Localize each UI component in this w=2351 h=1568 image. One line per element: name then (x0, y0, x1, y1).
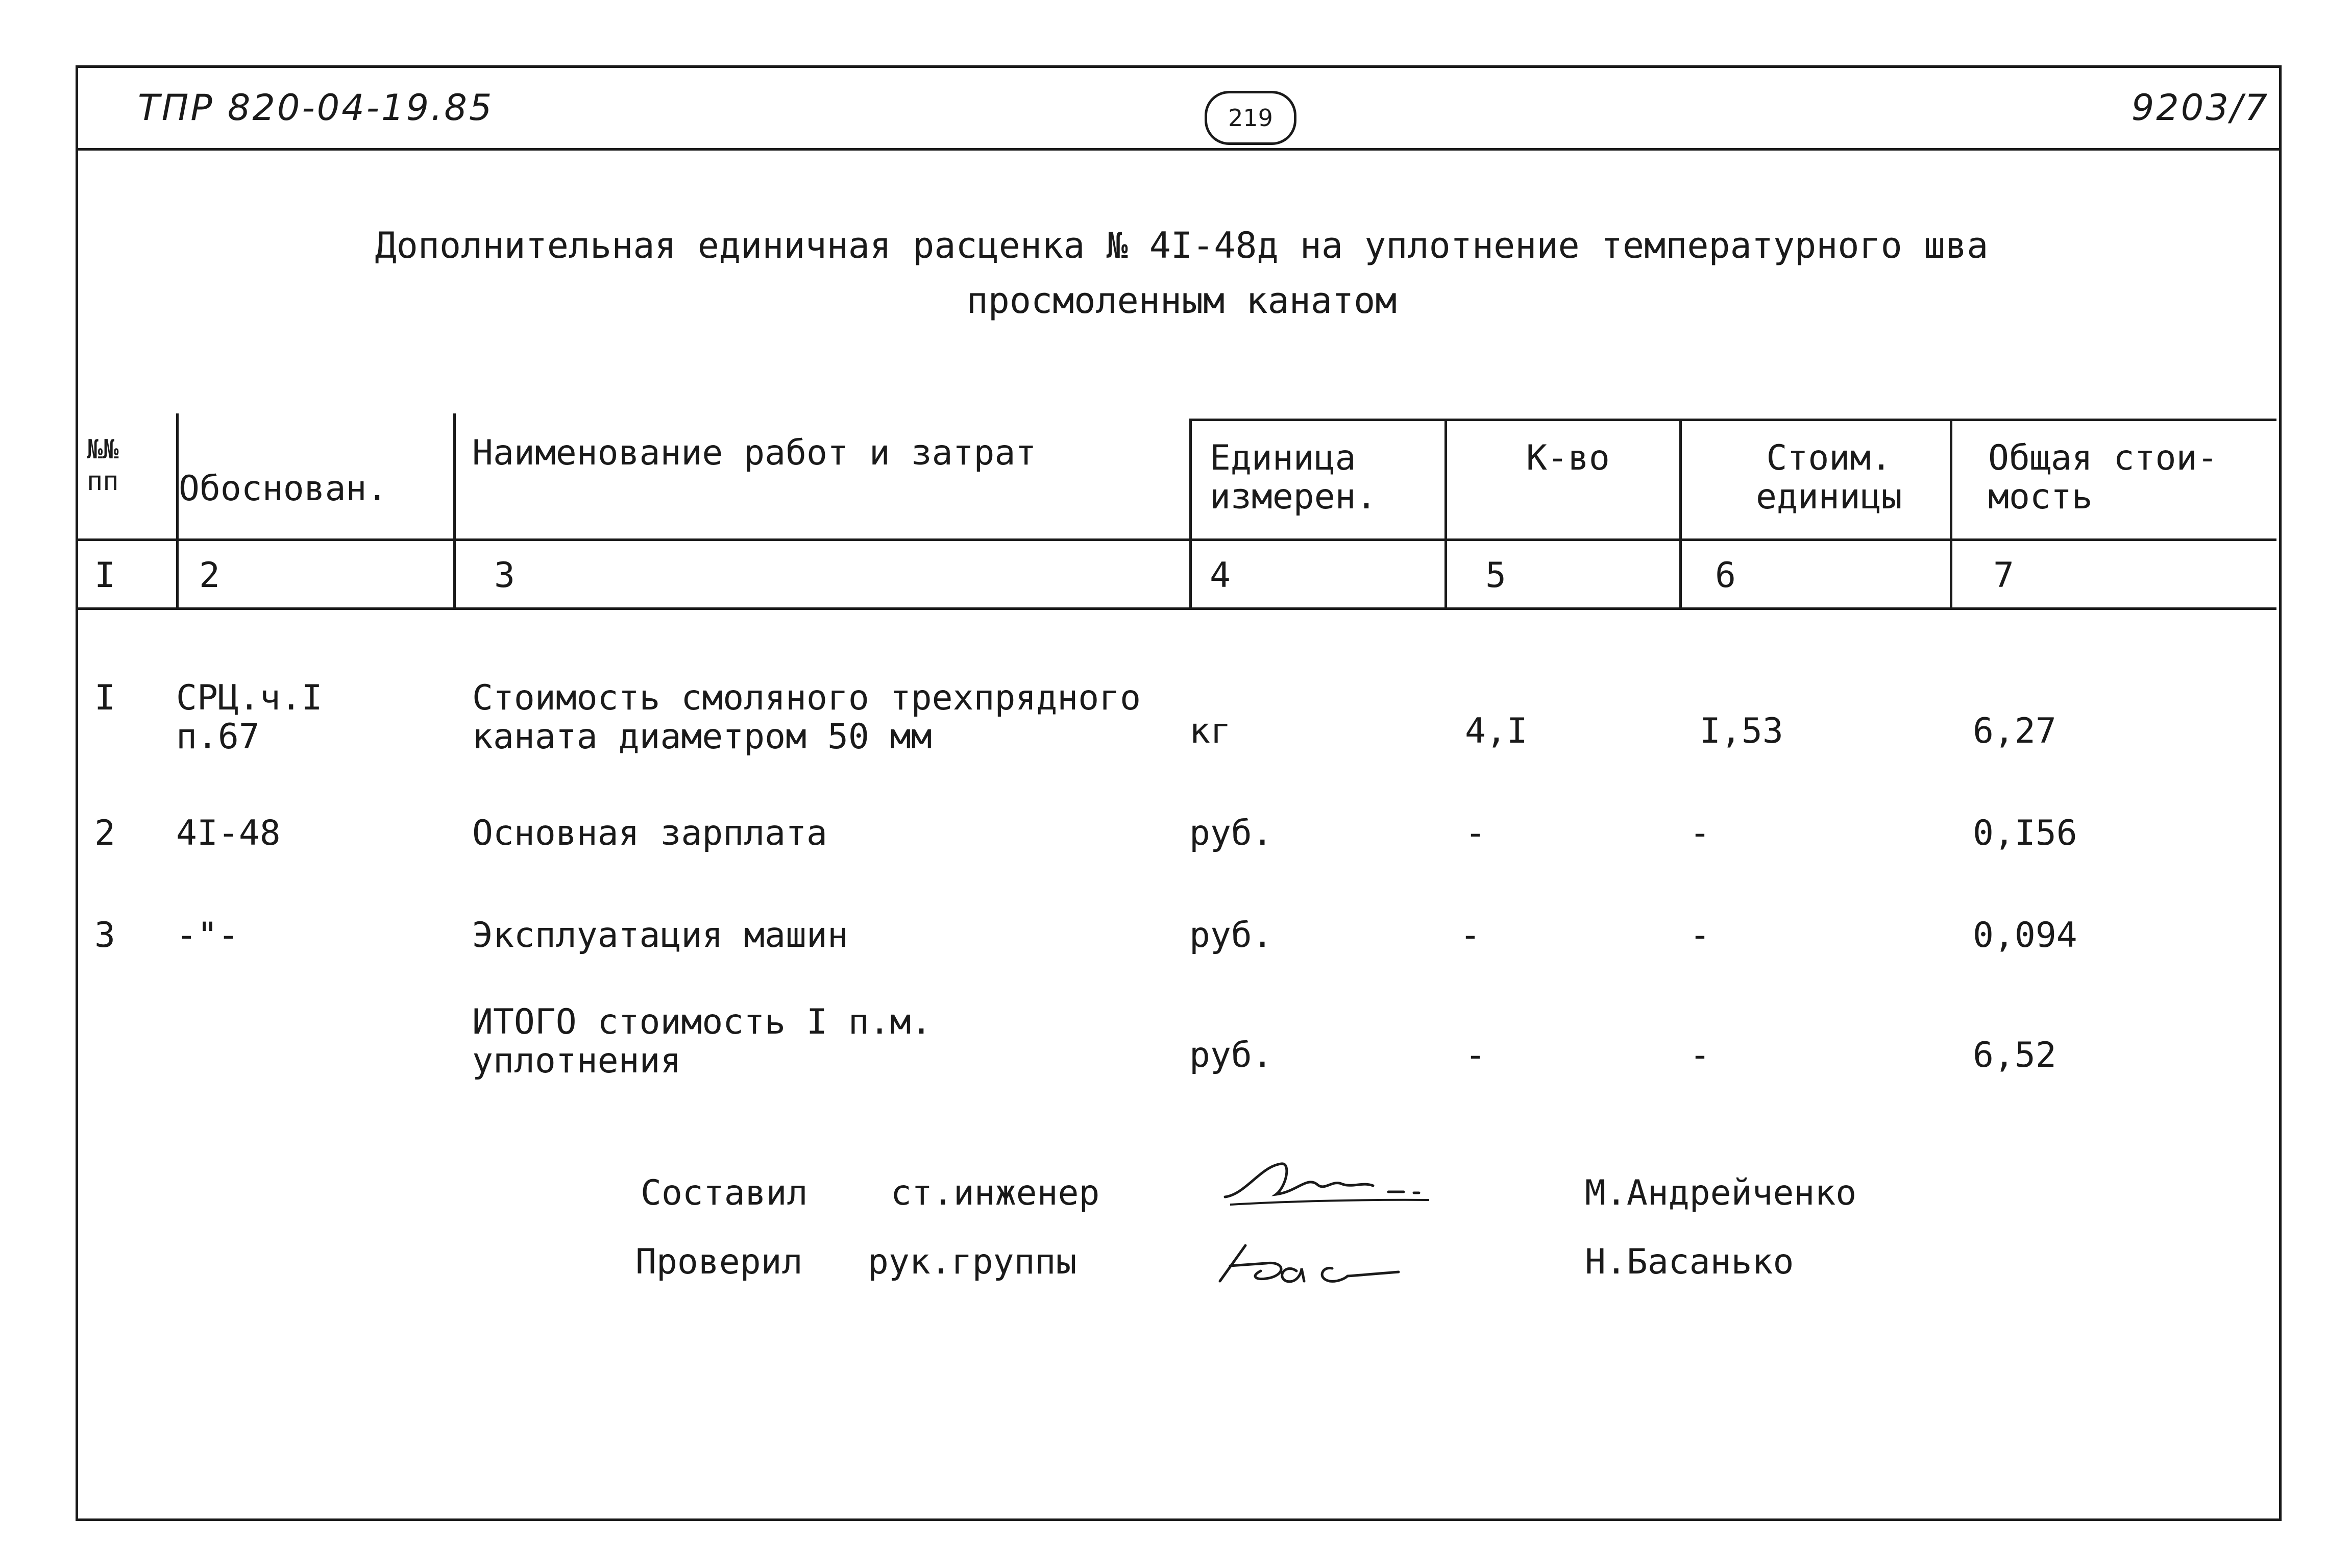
header-unit-cost: Стоим. единицы (1756, 438, 1902, 517)
table-colnum-line (76, 607, 2276, 610)
row-name: Эксплуатация машин (472, 915, 848, 955)
page-number: 219 (1205, 91, 1296, 145)
sheet-code: 9203/7 (2131, 87, 2269, 129)
col-divider-3 (1189, 419, 1192, 607)
row-num: 2 (94, 813, 115, 853)
document-title-line-2: просмоленным канатом (966, 280, 1397, 322)
row-unit-cost: - (1689, 813, 1710, 853)
row-unit-cost: - (1689, 915, 1710, 955)
header-basis: Обоснован. (179, 469, 388, 509)
compiled-by-role: Составил (641, 1173, 808, 1213)
colnum-2: 2 (199, 555, 220, 596)
row-num: 3 (94, 915, 115, 955)
row-basis: СРЦ.ч.I п.67 (176, 678, 323, 757)
row-total: 0,094 (1973, 915, 2077, 955)
compiled-by-position: ст.инженер (891, 1173, 1100, 1213)
header-qty: К-во (1526, 438, 1610, 478)
table-header-line (76, 538, 2276, 541)
col-divider-6 (1950, 419, 1952, 607)
checked-by-role: Проверил (635, 1242, 803, 1282)
row-unit-cost: I,53 (1700, 711, 1783, 751)
row-unit: руб. (1189, 813, 1273, 853)
row-total: 6,27 (1973, 711, 2056, 751)
colnum-4: 4 (1210, 555, 1231, 596)
row-name: Стоимость смоляного трехпрядного каната диаметром 50 мм (472, 678, 1141, 757)
row-unit: руб. (1189, 1035, 1273, 1075)
row-num: I (94, 678, 115, 718)
header-total: Общая стои- мость (1988, 438, 2218, 517)
row-qty: - (1460, 915, 1481, 955)
colnum-6: 6 (1715, 555, 1736, 596)
header-name: Наименование работ и затрат (472, 433, 1037, 473)
col-divider-4 (1444, 419, 1447, 607)
row-basis: 4I-48 (176, 813, 281, 853)
colnum-1: I (94, 555, 115, 596)
row-unit: кг (1189, 711, 1231, 751)
row-total: 0,I56 (1973, 813, 2077, 853)
row-unit: руб. (1189, 915, 1273, 955)
header-unit: Единица измерен. (1210, 438, 1377, 517)
doc-code: ТПР 820-04-19.85 (138, 87, 494, 129)
signature-2 (1210, 1235, 1444, 1304)
row-total: 6,52 (1973, 1035, 2056, 1075)
row-basis: -"- (176, 915, 239, 955)
colnum-3: 3 (494, 555, 515, 596)
row-name: Основная зарплата (472, 813, 827, 853)
col-divider-1 (176, 413, 179, 607)
col-divider-5 (1679, 419, 1682, 607)
row-name: ИТОГО стоимость I п.м. уплотнения (472, 1002, 932, 1081)
compiled-by-name: М.Андрейченко (1585, 1173, 1857, 1213)
colnum-7: 7 (1993, 555, 2014, 596)
row-qty: 4,I (1465, 711, 1528, 751)
header-divider (76, 148, 2279, 151)
table-top-line (1189, 419, 2276, 421)
row-qty: - (1465, 1035, 1486, 1075)
signature-1 (1215, 1156, 1480, 1224)
row-qty: - (1465, 813, 1486, 853)
col-divider-2 (453, 413, 456, 607)
colnum-5: 5 (1485, 555, 1506, 596)
checked-by-position: рук.группы (868, 1242, 1077, 1282)
row-unit-cost: - (1689, 1035, 1710, 1075)
checked-by-name: Н.Басанько (1585, 1242, 1794, 1282)
header-num: №№ пп (87, 434, 119, 497)
document-title-line-1: Дополнительная единичная расценка № 4I-48д на уплотнение температурного шва (375, 225, 1989, 266)
